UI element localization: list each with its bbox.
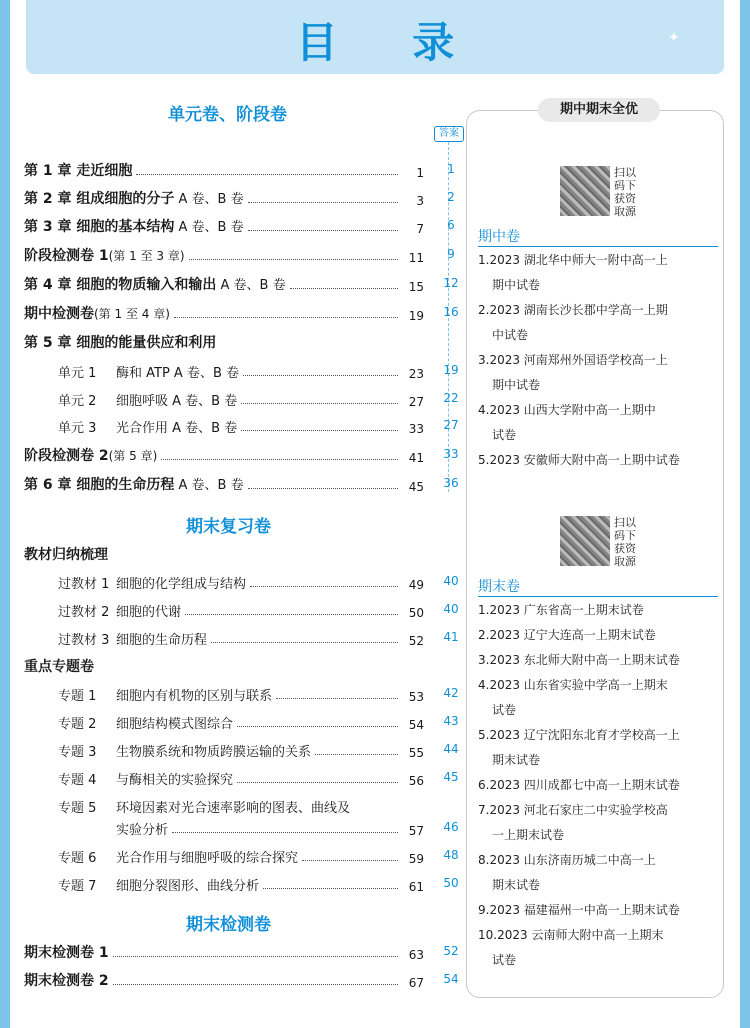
toc-row[interactable]	[24, 272, 424, 294]
toc-label	[24, 245, 185, 265]
exam-item-line: 3.2023 东北师大附中高一上期末试卷	[478, 653, 680, 667]
toc-row[interactable]	[24, 214, 424, 236]
leader-dots	[263, 888, 398, 889]
toc-label	[58, 629, 207, 648]
answer-page: 33	[443, 447, 459, 461]
toc-row[interactable]	[24, 443, 424, 465]
page-number: 45	[408, 480, 424, 494]
toc-num: 过教材 3	[58, 633, 110, 648]
qr-char: 扫	[614, 166, 625, 179]
toc-title: 阶段检测卷 2	[24, 448, 109, 464]
toc-title: 细胞分裂图形、曲线分析	[116, 879, 260, 894]
toc-label	[24, 942, 109, 962]
toc-num: 专题 6	[58, 851, 97, 866]
toc-num: 单元 2	[58, 394, 97, 409]
leader-dots	[136, 174, 398, 175]
exam-item[interactable]	[478, 773, 722, 798]
exam-item[interactable]	[478, 398, 722, 448]
toc-title: 细胞呼吸 A 卷、B 卷	[116, 394, 238, 409]
section-heading-review: 期末复习卷	[186, 517, 271, 537]
qr-char: 源	[625, 555, 636, 568]
toc-title: 第 3 章 细胞的基本结构	[24, 219, 175, 235]
exam-item-line: 中试卷	[492, 328, 529, 342]
final-label: 期末卷	[478, 579, 520, 595]
divider	[478, 246, 718, 247]
exam-item[interactable]	[478, 648, 722, 673]
page-number: 53	[408, 690, 424, 704]
toc-label	[58, 741, 311, 760]
exam-item[interactable]	[478, 248, 722, 298]
toc-suffix: A 卷、B 卷	[174, 478, 244, 493]
toc-suffix: (第 1 至 4 章)	[94, 307, 170, 321]
page-number: 41	[408, 451, 424, 465]
leader-dots	[237, 726, 398, 727]
toc-title: 酶和 ATP A 卷、B 卷	[116, 366, 240, 381]
leader-dots	[113, 984, 398, 985]
toc-row[interactable]	[58, 414, 424, 436]
answer-page: 45	[443, 770, 459, 784]
toc-num: 专题 1	[58, 689, 97, 704]
qr-char: 取	[614, 555, 625, 568]
exam-item[interactable]	[478, 348, 722, 398]
toc-row[interactable]	[58, 738, 424, 760]
toc-row[interactable]	[58, 766, 424, 788]
toc-label	[58, 685, 272, 704]
subheading-textbook: 教材归纳梳理	[24, 547, 108, 563]
toc-row[interactable]	[58, 682, 424, 704]
toc-label	[58, 573, 246, 592]
title-banner	[26, 0, 724, 74]
toc-label	[58, 362, 239, 381]
toc-num: 专题 5	[58, 801, 97, 816]
answer-page: 54	[443, 972, 459, 986]
answer-page: 40	[443, 602, 459, 616]
qr-char: 获	[614, 542, 625, 555]
toc-title: 第 5 章 细胞的能量供应和利用	[24, 335, 217, 351]
exam-item-line: 2.2023 湖南长沙长郡中学高一上期	[478, 303, 668, 317]
exam-item-line: 3.2023 河南郑州外国语学校高一上	[478, 353, 668, 367]
subheading-topics: 重点专题卷	[24, 659, 94, 675]
toc-num: 过教材 2	[58, 605, 110, 620]
toc-row[interactable]	[24, 158, 424, 180]
exam-item[interactable]	[478, 723, 722, 773]
leader-dots	[211, 642, 398, 643]
toc-label	[58, 819, 168, 838]
exam-item-line: 10.2023 云南师大附中高一上期末	[478, 928, 664, 942]
toc-label	[58, 875, 259, 894]
leader-dots	[250, 586, 398, 587]
toc-row[interactable]	[58, 626, 424, 648]
answer-page: 6	[447, 218, 455, 232]
answer-page: 46	[443, 820, 459, 834]
toc-label	[24, 303, 170, 323]
qr-char: 获	[614, 192, 625, 205]
exam-item-line: 1.2023 湖北华中师大一附中高一上	[478, 253, 668, 267]
toc-suffix: A 卷、B 卷	[174, 192, 244, 207]
toc-title: 细胞的化学组成与结构	[116, 577, 247, 592]
page-number: 56	[408, 774, 424, 788]
exam-item[interactable]	[478, 798, 722, 848]
toc-row[interactable]	[58, 872, 424, 894]
qr-char: 下	[625, 179, 636, 192]
leader-dots	[248, 230, 398, 231]
exam-item-line: 期中试卷	[492, 278, 541, 292]
answer-page: 41	[443, 630, 459, 644]
toc-label	[58, 417, 237, 436]
page-number: 54	[408, 718, 424, 732]
toc-row[interactable]	[24, 472, 424, 494]
qr-char: 资	[625, 192, 636, 205]
toc-row[interactable]	[24, 186, 424, 208]
section-heading-final: 期末检测卷	[186, 915, 271, 935]
answer-page: 27	[443, 418, 459, 432]
exam-item-line: 1.2023 广东省高一上期末试卷	[478, 603, 644, 617]
toc-suffix: (第 1 至 3 章)	[108, 249, 185, 263]
toc-label	[24, 216, 244, 236]
leader-dots	[113, 956, 398, 957]
sparkle-icon: ✦	[668, 30, 680, 46]
exam-item-line: 试卷	[492, 428, 517, 442]
answer-page: 50	[443, 876, 459, 890]
toc-title: 细胞的代谢	[116, 605, 182, 620]
page-number: 55	[408, 746, 424, 760]
toc-label	[24, 474, 244, 494]
answer-page: 43	[443, 714, 459, 728]
toc-title: 细胞的生命历程	[116, 633, 208, 648]
toc-label	[58, 601, 181, 620]
toc-row[interactable]	[24, 301, 424, 323]
toc-row[interactable]	[58, 570, 424, 592]
toc-num: 专题 2	[58, 717, 97, 732]
page-number: 7	[416, 222, 424, 236]
page-number: 67	[408, 976, 424, 990]
answer-page: 52	[443, 944, 459, 958]
toc-label	[24, 188, 244, 208]
page-number: 52	[408, 634, 424, 648]
exam-item-line: 6.2023 四川成都七中高一上期末试卷	[478, 778, 680, 792]
exam-item-line: 2.2023 辽宁大连高一上期末试卷	[478, 628, 656, 642]
qr-char: 码	[614, 529, 625, 542]
exam-item-line: 期末试卷	[492, 753, 541, 767]
page-number: 23	[408, 367, 424, 381]
leader-dots	[302, 860, 398, 861]
toc-title: 期中检测卷	[24, 306, 94, 322]
toc-suffix: A 卷、B 卷	[174, 220, 244, 235]
leader-dots	[174, 317, 398, 318]
toc-suffix: A 卷、B 卷	[216, 278, 286, 293]
exam-item-line: 4.2023 山西大学附中高一上期中	[478, 403, 656, 417]
exam-item-line: 4.2023 山东省实验中学高一上期末	[478, 678, 668, 692]
exam-item[interactable]	[478, 448, 722, 473]
toc-num: 单元 3	[58, 421, 97, 436]
qr-char: 源	[625, 205, 636, 218]
toc-row[interactable]	[58, 598, 424, 620]
toc-row[interactable]	[58, 387, 424, 409]
answer-page: 12	[443, 276, 459, 290]
qr-char: 取	[614, 205, 625, 218]
toc-title: 生物膜系统和物质跨膜运输的关系	[116, 745, 312, 760]
leader-dots	[243, 375, 398, 376]
toc-row[interactable]	[58, 710, 424, 732]
exam-item[interactable]	[478, 898, 722, 923]
exam-item-line: 5.2023 安徽师大附中高一上期中试卷	[478, 453, 680, 467]
leader-dots	[248, 202, 398, 203]
toc-row[interactable]	[58, 359, 424, 381]
page-number: 19	[408, 309, 424, 323]
toc-title: 第 2 章 组成细胞的分子	[24, 191, 175, 207]
toc-title: 第 4 章 细胞的物质输入和输出	[24, 277, 217, 293]
answer-page: 42	[443, 686, 459, 700]
toc-title: 期末检测卷 1	[24, 945, 109, 961]
leader-dots	[241, 430, 398, 431]
toc-num: 过教材 1	[58, 577, 110, 592]
exam-item[interactable]	[478, 623, 722, 648]
toc-suffix: (第 5 章)	[108, 449, 158, 463]
qr-char: 以	[625, 516, 636, 529]
leader-dots	[189, 259, 398, 260]
exam-item-line: 7.2023 河北石家庄二中实验学校高	[478, 803, 668, 817]
answer-page: 44	[443, 742, 459, 756]
leader-dots	[315, 754, 398, 755]
page-number: 33	[408, 422, 424, 436]
leader-dots	[241, 403, 398, 404]
page-number: 49	[408, 578, 424, 592]
resource-panel-title: 期中期末全优	[538, 98, 660, 122]
qr-caption	[614, 166, 644, 218]
toc-label	[24, 445, 157, 465]
exam-item-line: 期中试卷	[492, 378, 541, 392]
toc-row[interactable]	[24, 330, 424, 352]
toc-label	[58, 390, 237, 409]
qr-char: 扫	[614, 516, 625, 529]
leader-dots	[248, 488, 398, 489]
qr-code-icon[interactable]	[560, 516, 610, 566]
page-number: 50	[408, 606, 424, 620]
qr-caption	[614, 516, 644, 568]
answer-page: 48	[443, 848, 459, 862]
page-number: 57	[408, 824, 424, 838]
qr-char: 下	[625, 529, 636, 542]
toc-label	[58, 769, 233, 788]
toc-title: 阶段检测卷 1	[24, 248, 109, 264]
exam-item[interactable]	[478, 673, 722, 723]
qr-char: 以	[625, 166, 636, 179]
toc-label	[24, 970, 109, 990]
toc-num: 专题 4	[58, 773, 97, 788]
answer-page: 2	[447, 190, 455, 204]
toc-label	[58, 847, 298, 866]
toc-row[interactable]	[24, 243, 424, 265]
leader-dots	[161, 459, 398, 460]
exam-item[interactable]	[478, 598, 722, 623]
leader-dots	[185, 614, 398, 615]
qr-code-icon[interactable]	[560, 166, 610, 216]
exam-item-line: 9.2023 福建福州一中高一上期末试卷	[478, 903, 680, 917]
page-number: 59	[408, 852, 424, 866]
exam-item[interactable]	[478, 923, 722, 973]
exam-item-line: 期末试卷	[492, 878, 541, 892]
leader-dots	[276, 698, 398, 699]
answer-page: 16	[443, 305, 459, 319]
toc-title: 环境因素对光合速率影响的图表、曲线及	[116, 801, 351, 816]
toc-label	[24, 274, 286, 294]
midterm-label: 期中卷	[478, 229, 520, 245]
toc-title: 实验分析	[116, 823, 169, 838]
answer-page: 9	[447, 247, 455, 261]
toc-label	[24, 332, 216, 352]
toc-title: 细胞内有机物的区别与联系	[116, 689, 273, 704]
toc-row[interactable]	[58, 794, 424, 816]
toc-num: 专题 7	[58, 879, 97, 894]
toc-title: 细胞结构模式图综合	[116, 717, 234, 732]
answer-page: 19	[443, 363, 459, 377]
page-number: 63	[408, 948, 424, 962]
leader-dots	[290, 288, 398, 289]
toc-title: 第 1 章 走近细胞	[24, 163, 133, 179]
toc-label	[58, 713, 233, 732]
page-number: 27	[408, 395, 424, 409]
qr-char: 码	[614, 179, 625, 192]
toc-row-cont[interactable]	[58, 816, 424, 838]
section-heading-unit: 单元卷、阶段卷	[168, 105, 287, 125]
toc-label	[58, 797, 350, 816]
exam-item[interactable]	[478, 298, 722, 348]
exam-item-line: 试卷	[492, 953, 517, 967]
qr-char: 资	[625, 542, 636, 555]
toc-label	[24, 160, 132, 180]
exam-item[interactable]	[478, 848, 722, 898]
toc-row[interactable]	[24, 940, 424, 962]
page-number: 11	[408, 251, 424, 265]
exam-item-line: 5.2023 辽宁沈阳东北育才学校高一上	[478, 728, 680, 742]
page-number: 1	[416, 166, 424, 180]
toc-title: 与酶相关的实验探究	[116, 773, 234, 788]
answer-page: 40	[443, 574, 459, 588]
page-title: 目 录	[295, 18, 485, 67]
leader-dots	[172, 832, 398, 833]
answer-badge: 答案	[434, 126, 464, 142]
exam-item-line: 试卷	[492, 703, 517, 717]
exam-item-line: 8.2023 山东济南历城二中高一上	[478, 853, 656, 867]
toc-row[interactable]	[58, 844, 424, 866]
toc-title: 光合作用 A 卷、B 卷	[116, 421, 238, 436]
leader-dots	[237, 782, 398, 783]
toc-row[interactable]	[24, 968, 424, 990]
page-number: 61	[408, 880, 424, 894]
page-number: 15	[408, 280, 424, 294]
toc-title: 期末检测卷 2	[24, 973, 109, 989]
answer-page: 1	[447, 162, 455, 176]
divider	[478, 596, 718, 597]
answer-page: 22	[443, 391, 459, 405]
page-number: 3	[416, 194, 424, 208]
answer-page: 36	[443, 476, 459, 490]
toc-title: 光合作用与细胞呼吸的综合探究	[116, 851, 299, 866]
toc-title: 第 6 章 细胞的生命历程	[24, 477, 175, 493]
exam-item-line: 一上期末试卷	[492, 828, 565, 842]
toc-num: 专题 3	[58, 745, 97, 760]
toc-num: 单元 1	[58, 366, 97, 381]
